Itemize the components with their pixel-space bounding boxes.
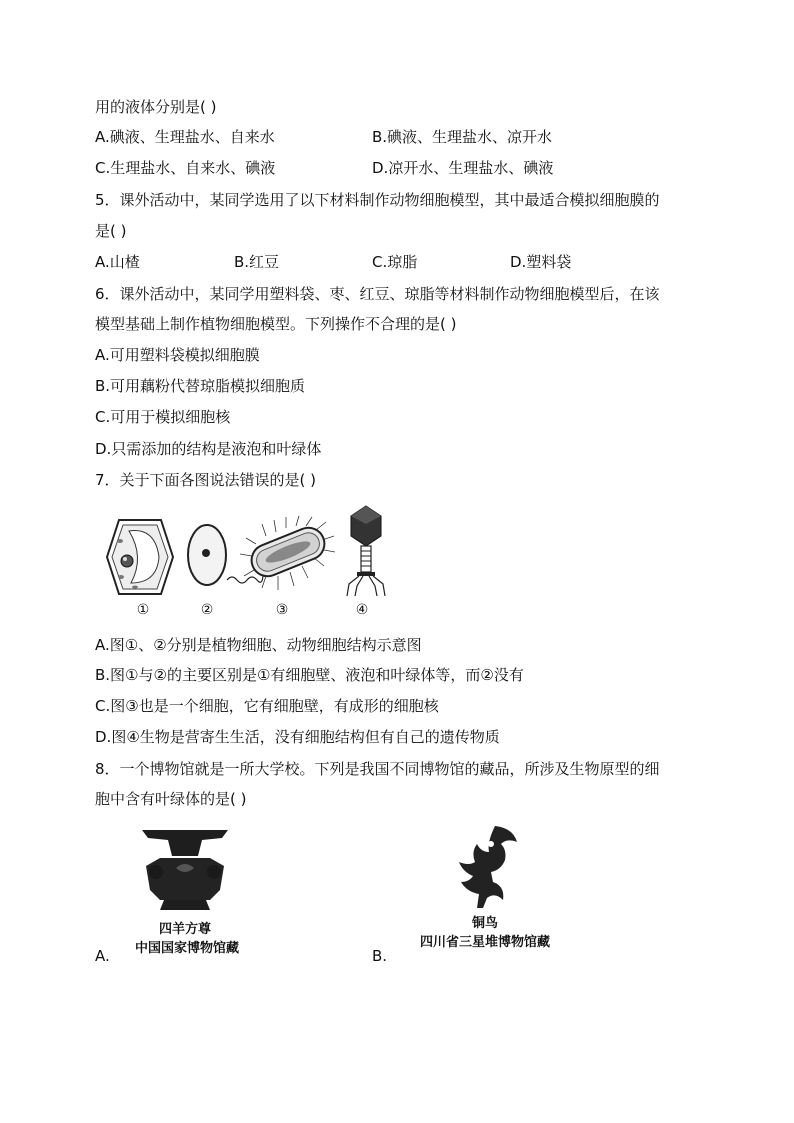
q5-option-d: D.塑料袋 xyxy=(510,253,572,271)
q8-option-b-letter: B. xyxy=(372,947,388,965)
q5-option-b: B.红豆 xyxy=(234,253,280,271)
q5-stem-line2: 是( ) xyxy=(95,222,127,240)
q7-option-b: B.图①与②的主要区别是①有细胞壁、液泡和叶绿体等，而②没有 xyxy=(95,666,524,684)
q6-option-d: D.只需添加的结构是液泡和叶绿体 xyxy=(95,440,322,458)
four-ram-zun-image xyxy=(140,828,230,912)
figure-label-2: ② xyxy=(200,602,214,618)
q8-stem-line1: 8．一个博物馆就是一所大学校。下列是我国不同博物馆的藏品，所涉及生物原型的细 xyxy=(95,760,660,778)
q7-option-c: C.图③也是一个细胞，它有细胞壁，有成形的细胞核 xyxy=(95,697,439,715)
bacterium-figure xyxy=(226,514,336,596)
q4-option-b: B.碘液、生理盐水、凉开水 xyxy=(372,128,553,146)
q6-stem-line1: 6．课外活动中，某同学用塑料袋、枣、红豆、琼脂等材料制作动物细胞模型后，在该 xyxy=(95,285,660,303)
q4-option-a: A.碘液、生理盐水、自来水 xyxy=(95,128,275,146)
q6-option-b: B.可用藕粉代替琼脂模拟细胞质 xyxy=(95,377,306,395)
q6-stem-line2: 模型基础上制作植物细胞模型。下列操作不合理的是( ) xyxy=(95,315,457,333)
figure-label-3: ③ xyxy=(275,602,289,618)
q5-stem-line1: 5．课外活动中，某同学选用了以下材料制作动物细胞模型，其中最适合模拟细胞膜的 xyxy=(95,191,660,209)
q8-option-a-letter: A. xyxy=(95,947,110,965)
q8-a-museum: 中国国家博物馆藏 xyxy=(134,941,239,956)
q6-option-c: C.可用于模拟细胞核 xyxy=(95,408,231,426)
bacteriophage-figure xyxy=(343,504,389,598)
q7-option-d: D.图④生物是营寄生生活，没有细胞结构但有自己的遗传物质 xyxy=(95,728,500,746)
q8-b-artifact-name: 铜鸟 xyxy=(471,916,498,931)
q4-tail: 用的液体分别是( ) xyxy=(95,98,217,116)
figure-label-4: ④ xyxy=(355,602,369,618)
q7-option-a: A.图①、②分别是植物细胞、动物细胞结构示意图 xyxy=(95,636,422,654)
animal-cell-figure xyxy=(186,523,228,587)
q7-stem: 7．关于下面各图说法错误的是( ) xyxy=(95,471,317,489)
q5-option-a: A.山楂 xyxy=(95,253,140,271)
q8-stem-line2: 胞中含有叶绿体的是( ) xyxy=(95,790,247,808)
q8-b-museum: 四川省三星堆博物馆藏 xyxy=(419,935,550,950)
q4-option-c: C.生理盐水、自来水、碘液 xyxy=(95,159,276,177)
q8-a-artifact-name: 四羊方尊 xyxy=(158,922,211,937)
bronze-bird-image xyxy=(445,822,525,908)
figure-label-1: ① xyxy=(136,602,150,618)
q4-option-d: D.凉开水、生理盐水、碘液 xyxy=(372,159,554,177)
plant-cell-figure xyxy=(105,517,175,597)
q5-option-c: C.琼脂 xyxy=(372,253,418,271)
q6-option-a: A.可用塑料袋模拟细胞膜 xyxy=(95,346,260,364)
